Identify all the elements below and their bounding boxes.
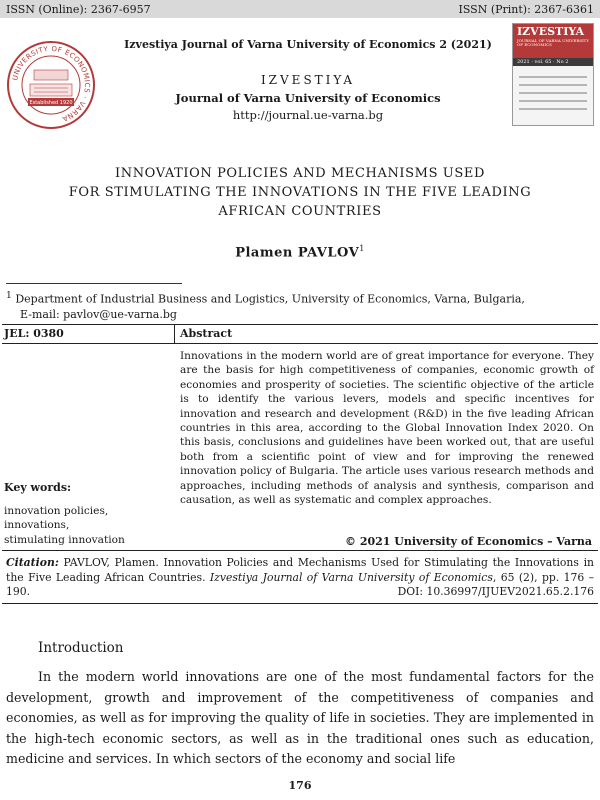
citation-label: Citation:: [6, 556, 59, 569]
footnote-rule: [6, 283, 182, 284]
issn-online: ISSN (Online): 2367-6957: [6, 2, 151, 16]
keywords-heading: Key words:: [4, 481, 72, 494]
table-rule: [2, 343, 598, 344]
journal-name-upper: IZVESTIYA: [260, 73, 356, 87]
cover-title: IZVESTIYA: [517, 25, 585, 38]
cover-header: [513, 24, 593, 58]
author-name: Plamen PAVLOV: [235, 245, 360, 261]
journal-name: Journal of Varna University of Economics: [175, 91, 441, 105]
affiliation: [6, 288, 594, 322]
table-divider: [174, 324, 175, 343]
abstract-text: Innovations in the modern world are of great importance for everyone. They are the basis for high competitiveness of companies, economic growth of economies and prosperity of societies. The scientific objective of the article is to identify the various levers, models and specific incentives for innovation and research and development (R&D) in the five leading African countries in this area, according to the Global Innovation Index 2020. On this basis, conclusions and guidelines have been worked out, that are useful both from a scientific point of view and for improving the renewed innovation policy of Bulgaria. The article uses various research methods and approaches, including methods of analysis and synthesis, comparison and causation, as well as systematic and complex approaches.: [180, 350, 594, 507]
article-title: [10, 164, 590, 221]
abstract-heading: Abstract: [180, 327, 233, 340]
introduction-paragraph: In the modern world innovations are one of the most fundamental factors for the development, growth and improvement of the competitiveness of companies and economies, as well as for improving the quality of life in societies. They are implemented in the high-tech economic sectors, as well as in the traditional ones such as education, medicine and services. In which sectors of the economy and social life: [6, 669, 594, 766]
keyword: innovation policies,: [4, 505, 109, 517]
title-line: INNOVATION POLICIES AND MECHANISMS USED: [115, 166, 485, 181]
title-line: AFRICAN COUNTRIES: [218, 204, 382, 219]
cover-subtitle: JOURNAL OF VARNA UNIVERSITY OF ECONOMICS: [517, 38, 589, 47]
citation-doi[interactable]: DOI: 10.36997/IJUEV2021.65.2.176: [397, 585, 594, 598]
cover-contents-lines: [513, 66, 593, 120]
title-line: FOR STIMULATING THE INNOVATIONS IN THE FIVE LEADING: [68, 185, 532, 200]
introduction-heading: Introduction: [38, 640, 124, 656]
keyword: innovations,: [4, 519, 70, 532]
author-email[interactable]: E-mail: pavlov@ue-varna.bg: [20, 307, 177, 321]
affiliation-text: Department of Industrial Business and Logistics, University of Economics, Varna, Bulgaria,: [15, 292, 525, 306]
citation: [6, 556, 594, 600]
university-seal-logo: [6, 40, 96, 130]
table-rule: [2, 324, 598, 325]
svg-text:Established 1920: Established 1920: [29, 100, 73, 106]
journal-cover-thumbnail: [512, 23, 594, 126]
abstract-table: [2, 324, 598, 550]
page-number: 176: [288, 779, 312, 792]
svg-text:UNIVERSITY OF ECONOMICS · VARN: UNIVERSITY OF ECONOMICS · VARNA: [11, 44, 92, 123]
keywords-list: [4, 504, 125, 547]
journal-url[interactable]: http://journal.ue-varna.bg: [232, 108, 384, 122]
affiliation-mark: 1: [6, 290, 12, 301]
journal-header: [110, 38, 506, 122]
citation-rule: [2, 603, 598, 604]
journal-issue-line: Izvestiya Journal of Varna University of Economics 2 (2021): [124, 38, 492, 51]
author: [0, 244, 600, 260]
cover-meta: 2021 · vol. 65 · No 2: [513, 58, 593, 66]
citation-details: , 65 (2), pp. 176 – 190.: [6, 570, 594, 598]
citation-text: PAVLOV, Plamen. Innovation Policies and Mechanisms Used for Stimulating the Innovations in the Five Leading African Countries.: [6, 556, 594, 584]
issn-bar: [0, 0, 600, 18]
citation-journal: Izvestiya Journal of Varna University of Economics: [209, 570, 493, 584]
table-rule: [2, 550, 598, 551]
issn-print: ISSN (Print): 2367-6361: [458, 2, 594, 16]
jel-code: JEL: 0380: [4, 327, 64, 340]
keyword: stimulating innovation: [4, 533, 125, 546]
copyright: © 2021 University of Economics – Varna: [345, 535, 592, 548]
author-footnote-mark: 1: [359, 244, 365, 253]
